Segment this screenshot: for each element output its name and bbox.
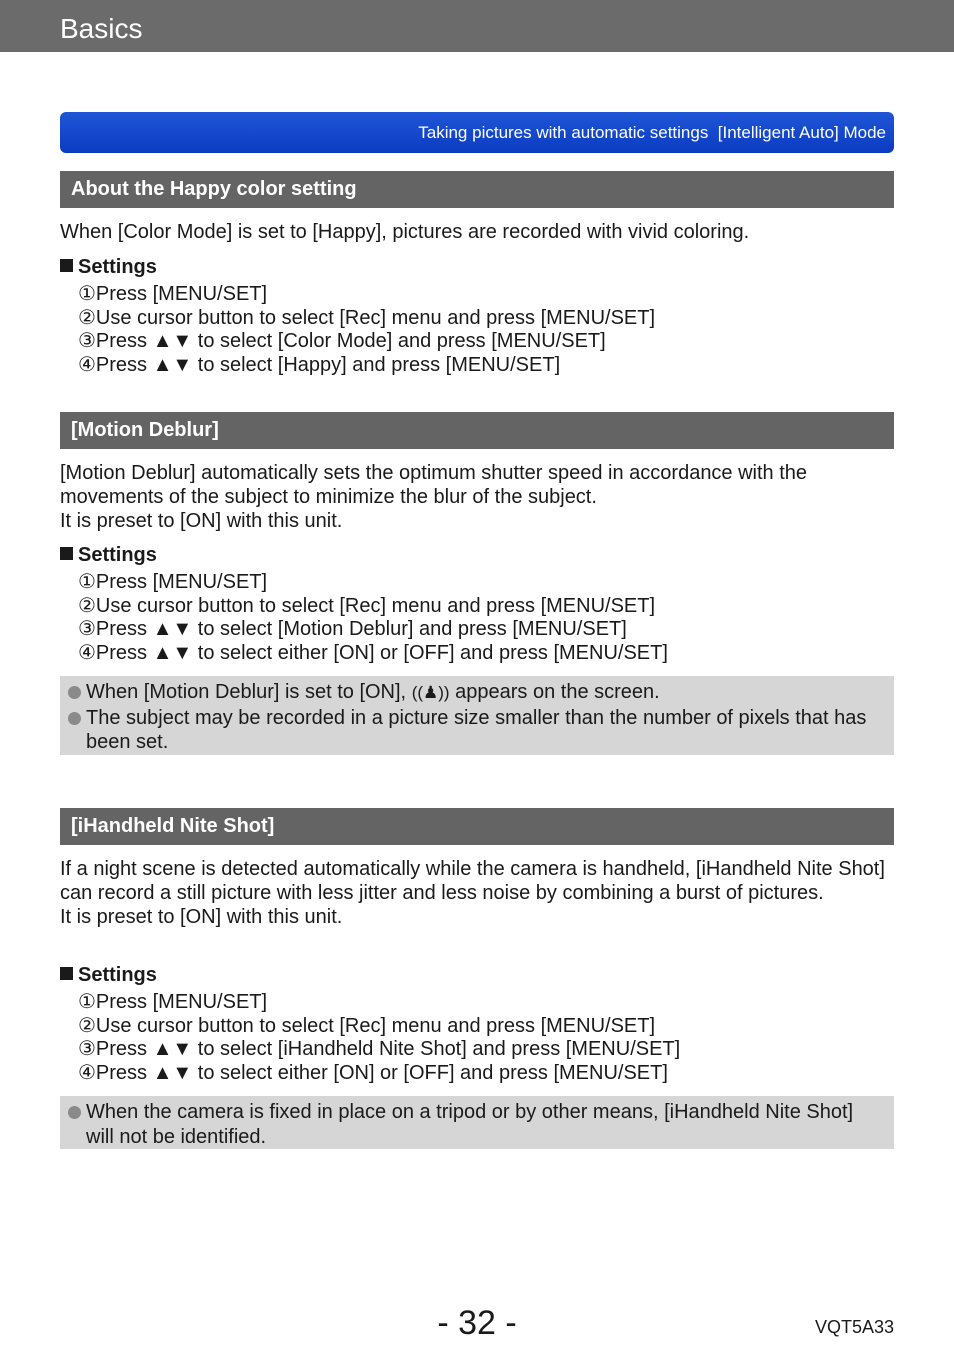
note-text: When the camera is fixed in place on a tripod or by other means, [iHandheld Nite Shot] will not be identified. [86, 1101, 854, 1148]
step-item: ④Press ▲▼ to select [Happy] and press [MENU/SET] [78, 353, 561, 376]
body-text-preset: It is preset to [ON] with this unit. [60, 906, 343, 928]
square-bullet-icon [60, 259, 73, 272]
section-header-motion-deblur: [Motion Deblur] [60, 412, 894, 449]
settings-heading [60, 543, 157, 567]
section-header-ihandheld-nite-shot: [iHandheld Nite Shot] [60, 808, 894, 845]
settings-label: Settings [78, 964, 157, 986]
step-item: ②Use cursor button to select [Rec] menu and press [MENU/SET] [78, 1014, 656, 1037]
note-item [68, 706, 874, 755]
section-body-motion-deblur [60, 461, 894, 533]
note-item [68, 680, 874, 706]
chapter-bar [60, 112, 894, 153]
body-text: If a night scene is detected automatically while the camera is handheld, [iHandheld Nite Shot] can record a still picture with less jitter and less noise by combining a burst of pictures. [60, 858, 885, 904]
settings-heading [60, 963, 157, 987]
bullet-dot-icon [68, 686, 81, 699]
settings-heading [60, 255, 157, 279]
step-item: ④Press ▲▼ to select either [ON] or [OFF] and press [MENU/SET] [78, 641, 668, 664]
step-item: ②Use cursor button to select [Rec] menu and press [MENU/SET] [78, 594, 656, 617]
page-number: - 32 - [437, 1304, 517, 1342]
settings-label: Settings [78, 544, 157, 566]
step-item: ②Use cursor button to select [Rec] menu and press [MENU/SET] [78, 306, 656, 329]
note-text: The subject may be recorded in a picture size smaller than the number of pixels that has been set. [86, 706, 867, 753]
body-text: [Motion Deblur] automatically sets the optimum shutter speed in accordance with the movements of the subject to minimize the blur of the subject. [60, 462, 808, 508]
settings-steps-ihandheld-nite-shot [78, 991, 680, 1085]
settings-steps-happy-color [78, 283, 655, 377]
step-item: ①Press [MENU/SET] [78, 571, 268, 593]
square-bullet-icon [60, 967, 73, 980]
step-item: ④Press ▲▼ to select either [ON] or [OFF] and press [MENU/SET] [78, 1061, 668, 1084]
note-item [68, 1100, 874, 1149]
settings-steps-motion-deblur [78, 571, 668, 665]
section-body-happy-color: When [Color Mode] is set to [Happy], pictures are recorded with vivid coloring. [60, 221, 750, 243]
step-item: ①Press [MENU/SET] [78, 283, 268, 305]
step-item: ③Press ▲▼ to select [Motion Deblur] and press [MENU/SET] [78, 618, 627, 641]
top-bar [0, 0, 954, 52]
motion-deblur-icon: ((♟)) [411, 683, 450, 702]
bullet-dot-icon [68, 1106, 81, 1119]
step-item: ③Press ▲▼ to select [iHandheld Nite Shot] and press [MENU/SET] [78, 1038, 681, 1061]
bullet-dot-icon [68, 712, 81, 725]
chapter-title: Taking pictures with automatic settings [Intelligent Auto] Mode [418, 123, 886, 142]
step-item: ①Press [MENU/SET] [78, 991, 268, 1013]
step-item: ③Press ▲▼ to select [Color Mode] and press [MENU/SET] [78, 330, 606, 353]
model-code: VQT5A33 [814, 1317, 894, 1337]
note-text: When [Motion Deblur] is set to [ON], [86, 681, 412, 703]
section-body-ihandheld-nite-shot [60, 857, 894, 929]
body-text-preset: It is preset to [ON] with this unit. [60, 510, 343, 532]
page-section-title: Basics [60, 13, 143, 44]
section-header-happy-color: About the Happy color setting [60, 171, 894, 208]
note-text: appears on the screen. [449, 681, 660, 703]
settings-label: Settings [78, 256, 157, 278]
note-box-ihandheld-nite-shot [60, 1096, 894, 1149]
square-bullet-icon [60, 547, 73, 560]
note-box-motion-deblur [60, 676, 894, 755]
